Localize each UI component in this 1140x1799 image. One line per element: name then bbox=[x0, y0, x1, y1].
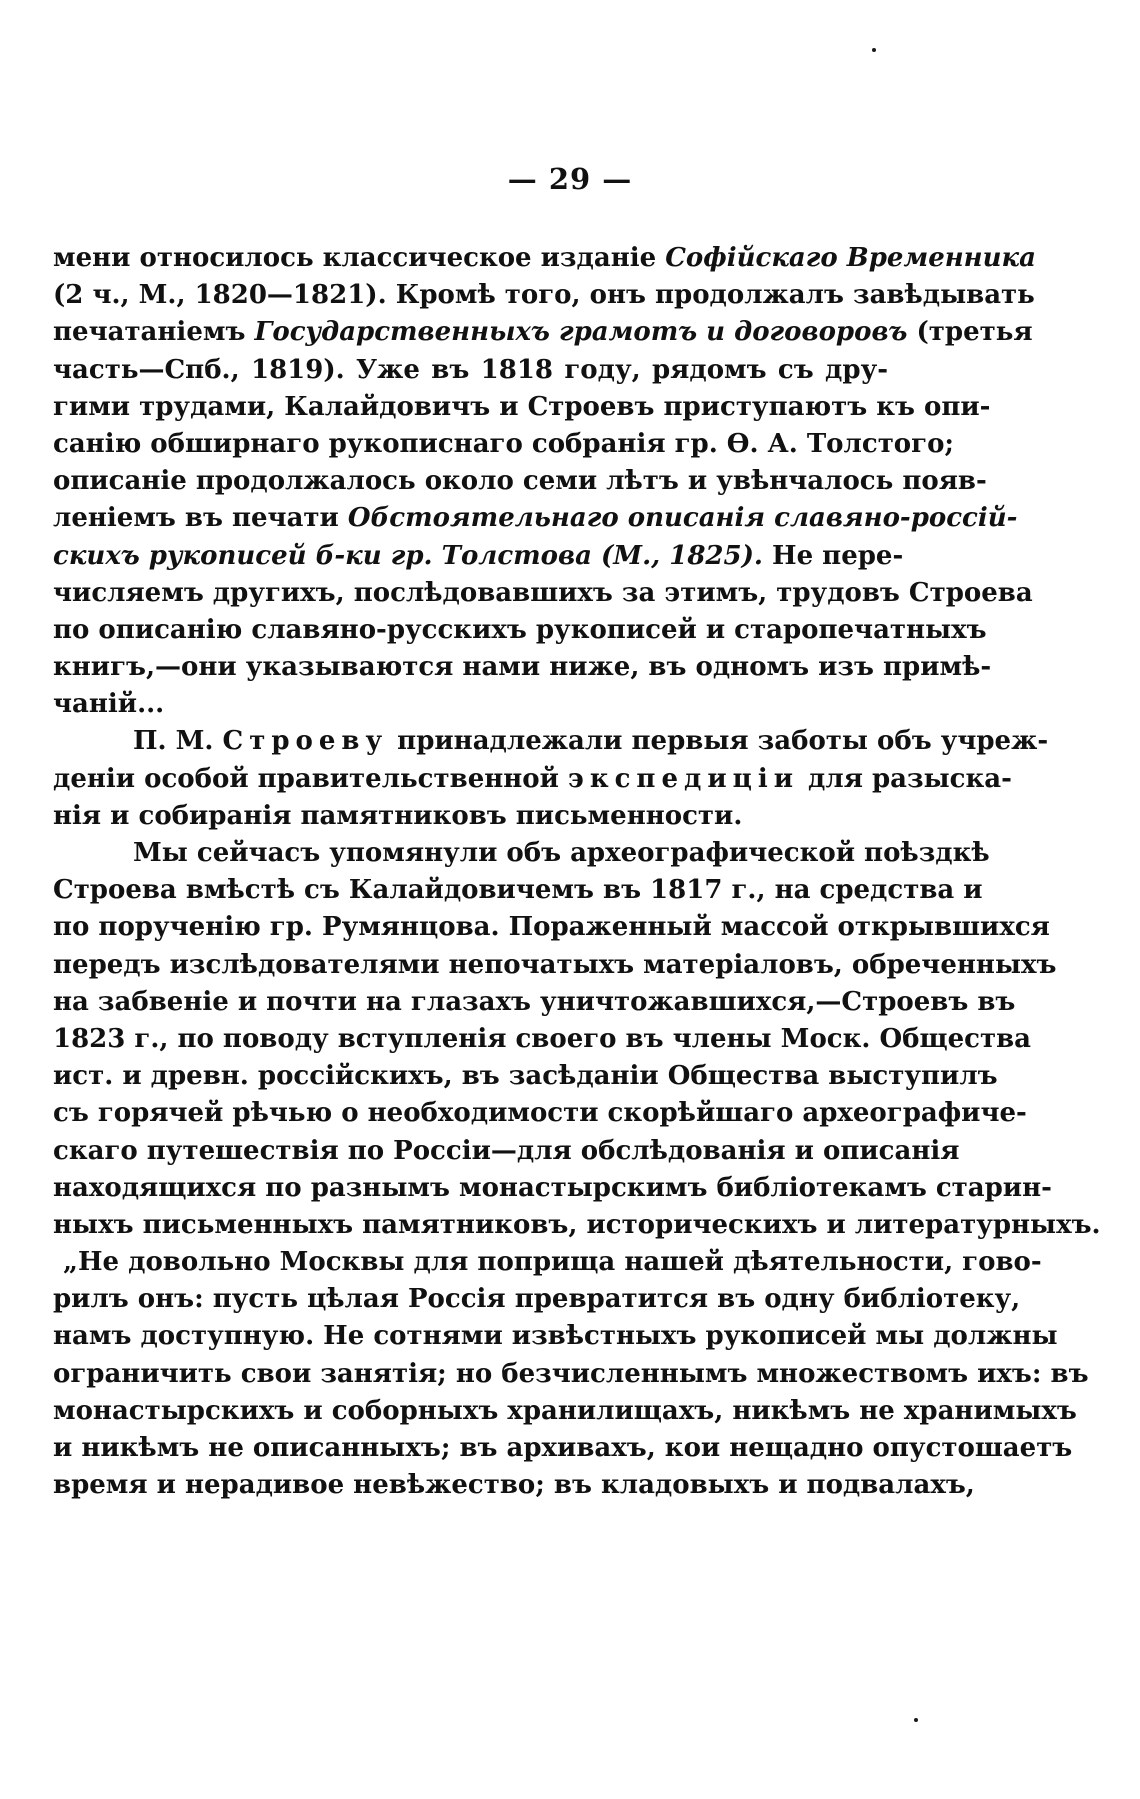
text-run: мени относилось классическое изданіе bbox=[53, 243, 666, 273]
text-line bbox=[53, 352, 888, 389]
text-run: съ горячей рѣчью о необходимости скорѣйшаго археографиче- bbox=[53, 1098, 1027, 1129]
text-line bbox=[53, 538, 904, 575]
text-run: часть—Спб., 1819). Уже въ 1818 году, рядомъ съ дру- bbox=[53, 354, 888, 385]
text-line bbox=[53, 277, 1035, 314]
text-line bbox=[53, 723, 1049, 760]
text-run: П. М. bbox=[133, 726, 223, 757]
text-line bbox=[53, 1021, 1032, 1058]
text-run: Строева вмѣстѣ съ Калайдовичемъ въ 1817 г., на средства и bbox=[53, 875, 983, 906]
text-line bbox=[53, 835, 990, 872]
paragraph bbox=[53, 240, 1036, 723]
text-run: (2 ч., М., 1820—1821). Кромѣ того, онъ продолжалъ завѣдывать bbox=[53, 280, 1035, 311]
text-run: печатаніемъ bbox=[53, 317, 255, 348]
ink-speck-top bbox=[872, 48, 876, 52]
text-run: чаній... bbox=[53, 689, 165, 720]
text-run: ныхъ письменныхъ памятниковъ, историческихъ и литературныхъ. bbox=[53, 1209, 1101, 1240]
text-run: для разыска- bbox=[798, 763, 1012, 794]
text-run: монастырскихъ и соборныхъ хранилищахъ, никѣмъ не хранимыхъ bbox=[53, 1395, 1077, 1426]
text-run: находящихся по разнымъ монастырскимъ библіотекамъ старин- bbox=[53, 1172, 1052, 1203]
text-line bbox=[53, 1318, 1058, 1355]
italic-text: Софійскаго Временника bbox=[665, 243, 1036, 273]
text-line bbox=[53, 575, 1033, 612]
text-line bbox=[53, 1133, 960, 1170]
text-run: числяемъ другихъ, послѣдовавшихъ за этимъ, трудовъ Строева bbox=[53, 577, 1033, 608]
text-line bbox=[53, 1244, 1042, 1281]
page-number: — 29 — bbox=[507, 162, 633, 196]
text-run: по порученію гр. Румянцова. Пораженный массой открывшихся bbox=[53, 912, 1050, 943]
text-line bbox=[53, 1058, 998, 1095]
text-run: по описанію славяно-русскихъ рукописей и старопечатныхъ bbox=[53, 614, 987, 645]
text-line bbox=[53, 1170, 1052, 1207]
italic-text: Обстоятельнаго описанія славяно-россій- bbox=[347, 503, 1018, 534]
text-run: скаго путешествія по Россіи—для обслѣдованія и описанія bbox=[53, 1135, 960, 1166]
text-line bbox=[53, 612, 987, 649]
ink-speck-bottom bbox=[914, 1718, 918, 1722]
text-run: передъ изслѣдователями непочатыхъ матеріаловъ, обреченныхъ bbox=[53, 949, 1057, 980]
spaced-text: экспедиціи bbox=[567, 763, 799, 794]
text-line bbox=[53, 984, 1016, 1021]
text-run: Не пере- bbox=[762, 540, 904, 571]
text-line bbox=[53, 389, 991, 426]
text-line bbox=[53, 761, 1012, 798]
italic-text: Государственныхъ грамотъ и договоровъ bbox=[254, 317, 908, 348]
text-line bbox=[53, 649, 992, 686]
text-line bbox=[53, 909, 1050, 946]
text-line bbox=[53, 240, 1036, 277]
text-line bbox=[53, 314, 1033, 351]
text-run: книгъ,—они указываются нами ниже, въ одномъ изъ примѣ- bbox=[53, 652, 992, 683]
text-line bbox=[53, 1207, 1101, 1244]
text-line bbox=[53, 1430, 1073, 1467]
text-run: (третья bbox=[907, 317, 1033, 348]
text-run: ист. и древн. россійскихъ, въ засѣданіи Общества выступилъ bbox=[53, 1061, 998, 1092]
text-run: гими трудами, Калайдовичъ и Строевъ приступаютъ къ опи- bbox=[53, 391, 991, 422]
text-line bbox=[53, 1095, 1027, 1132]
text-run: 1823 г., по поводу вступленія своего въ члены Моск. Общества bbox=[53, 1023, 1032, 1054]
text-run: деніи особой правительственной bbox=[53, 763, 568, 794]
text-line bbox=[53, 686, 888, 723]
text-line bbox=[53, 798, 888, 835]
text-line bbox=[53, 1356, 1089, 1393]
text-run: нія и собиранія памятниковъ письменности. bbox=[53, 800, 743, 831]
text-run: описаніе продолжалось около семи лѣтъ и увѣнчалось появ- bbox=[53, 466, 987, 497]
paragraph bbox=[53, 835, 1101, 1504]
text-line bbox=[53, 500, 1018, 537]
text-run: ограничить свои занятія; но безчисленнымъ множествомъ ихъ: въ bbox=[53, 1358, 1089, 1389]
text-line bbox=[53, 1467, 975, 1504]
text-run: леніемъ въ печати bbox=[53, 503, 348, 534]
text-run: „Не довольно Москвы для поприща нашей дѣятельности, гово- bbox=[63, 1247, 1042, 1278]
text-line bbox=[53, 426, 955, 463]
spaced-text: Строеву bbox=[222, 726, 389, 757]
text-line bbox=[53, 1281, 1021, 1318]
text-run: время и нерадивое невѣжество; въ кладовыхъ и подвалахъ, bbox=[53, 1470, 975, 1501]
text-line bbox=[53, 947, 1057, 984]
text-run: и никѣмъ не описанныхъ; въ архивахъ, кои нещадно опустошаетъ bbox=[53, 1433, 1073, 1463]
text-run: на забвеніе и почти на глазахъ уничтожавшихся,—Строевъ въ bbox=[53, 986, 1016, 1017]
text-line bbox=[53, 872, 983, 909]
italic-text: скихъ рукописей б-ки гр. Толстова (М., 1825). bbox=[53, 540, 763, 571]
text-run: принадлежали первыя заботы объ учреж- bbox=[388, 726, 1049, 757]
text-run: Мы сейчасъ упомянули объ археографической поѣздкѣ bbox=[133, 838, 990, 868]
text-run: намъ доступную. Не сотнями извѣстныхъ рукописей мы должны bbox=[53, 1321, 1058, 1352]
text-run: рилъ онъ: пусть цѣлая Россія превратится въ одну библіотеку, bbox=[53, 1284, 1021, 1315]
body-text bbox=[53, 240, 1101, 1504]
text-run: санію обширнаго рукописнаго собранія гр. Ѳ. А. Толстого; bbox=[53, 428, 955, 459]
paragraph bbox=[53, 723, 1049, 835]
text-line bbox=[53, 1393, 1077, 1430]
text-line bbox=[53, 463, 987, 500]
